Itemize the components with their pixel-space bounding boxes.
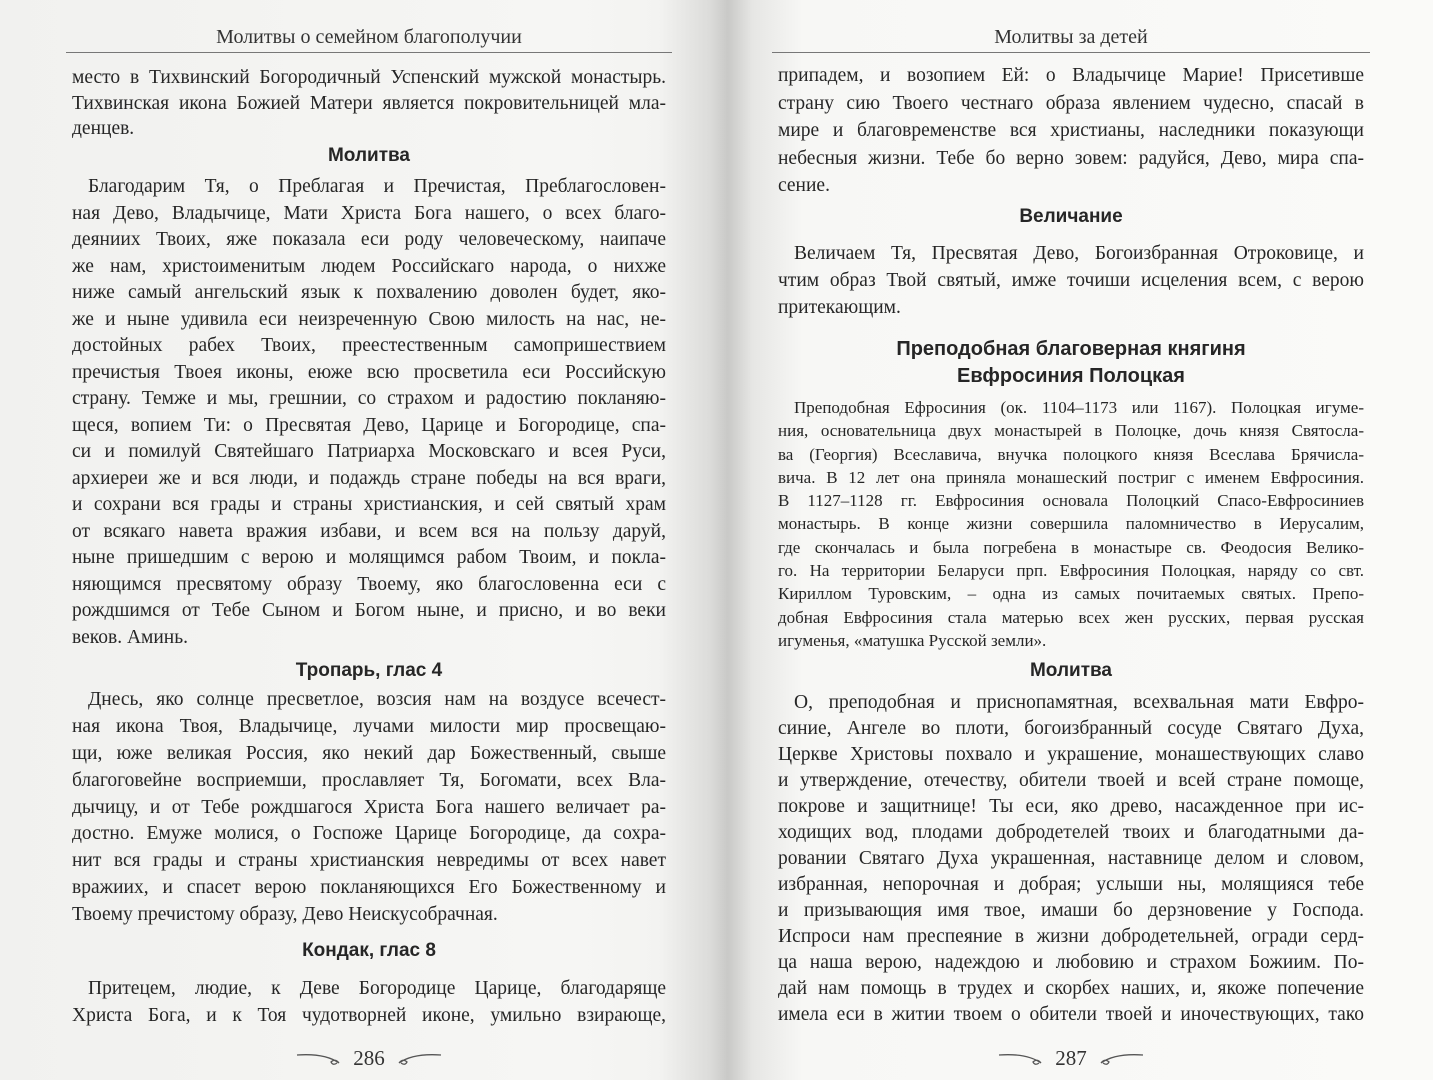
text-line: достойных рабех Твоих, преестественным самопришествием (72, 335, 666, 356)
text-line: деяниих Твоих, яже показала еси роду человеческому, наипаче (72, 229, 666, 250)
text-line: где скончалась и была погребена в монастыре св. Феодосия Велико- (778, 537, 1364, 557)
text-line: Христа Бога, и к Тоя чудотворней иконе, умильно взирающе, (72, 1005, 666, 1026)
text-line: от всякаго навета вражия избави, и всем вся на пользу даруй, (72, 520, 666, 542)
text-line: и сохрани вся грады и страны христианския, и сей святый храм (72, 494, 666, 515)
text-line: имела еси в житии твоем о обители твоей и иночествующих, тако (778, 1004, 1364, 1025)
text-line: Твоему пречистому образу, Дево Неискусобрачная. (72, 904, 498, 926)
text-line: покрове и защитнице! Ты еси, яко древо, насажденное при ис- (778, 796, 1364, 817)
text-line: Испроси нам преспеяние в жизни добродетельней, огради серд- (778, 926, 1364, 947)
kontakion-paragraph (72, 975, 666, 1029)
ornament-icon (391, 1049, 443, 1069)
ornament-icon (997, 1049, 1049, 1069)
text-line: денцев. (72, 118, 135, 139)
text-line: благоговейне восприемши, прославляет Тя, Богомати, всех Вла- (72, 769, 666, 791)
text-line: ходищих вод, плодами добродетелей твоих и благодатными да- (778, 822, 1364, 843)
text-line: ная Дево, Владычице, Мати Христа Бога нашего, о всех благо- (72, 202, 666, 224)
text-line: добная Евфросиния стала матерью всех жен русских, первая русская (778, 607, 1364, 627)
text-line: дычицу, и от Тебе рождшагося Христа Бога нашего величает ра- (72, 796, 666, 818)
text-line: нит вся грады и страны христианския невредимы от всех навет (72, 850, 666, 872)
section-heading: Молитва (327, 145, 410, 166)
text-line: избранная, непорочная и добрая; услыши ны, молящияся тебе (778, 874, 1364, 895)
text-line: Благодарим Тя, о Преблагая и Пречистая, Преблагословен- (88, 176, 666, 197)
text-line: О, преподобная и приснопамятная, всехвальная мати Евфро- (794, 692, 1364, 713)
text-line: чтим образ Твой святый, имже точиши исцеления всем, с верою (778, 270, 1364, 291)
text-line: ния, основательница двух монастырей в Полоцке, дочь князя Святосла- (778, 421, 1364, 441)
page-number (72, 1046, 666, 1071)
section-heading: Тропарь, глас 4 (295, 660, 443, 681)
text-line: щи, юже великая Россия, яко некий дар Божественный, свыше (72, 742, 666, 764)
text-line: ная икона Твоя, Владычице, лучами милости мир просвещаю- (72, 715, 666, 737)
right-page (778, 0, 1364, 1080)
text-line: В 1127–1128 гг. Евфросиния основала Полоцкий Спасо-Евфросиниев (778, 491, 1364, 511)
saint-title: Евфросиния Полоцкая (957, 365, 1185, 387)
left-page (72, 0, 666, 1080)
text-line: ца наша верою, надеждою и любовию и страхом Божиим. По- (778, 952, 1364, 973)
text-line: страну. Темже и мы, грешнии, со страхом и радостию покланяю- (72, 388, 666, 409)
intro-paragraph (72, 65, 666, 142)
header-rule (66, 52, 672, 53)
text-line: достно. Емуже молися, о Госпоже Царице Богородице, да сохра- (72, 823, 666, 845)
magnification-paragraph (778, 240, 1364, 321)
text-line: ныне пришедшим с верою и молящимся рабом Твоим, и покла- (72, 547, 666, 568)
text-line: пречистыя Твоея иконы, еюже всю просветила еси Российскую (72, 361, 666, 383)
text-line: няющимся пресвятому образу Твоему, яко благословенна еси с (72, 573, 666, 595)
text-line: Преподобная Ефросиния (ок. 1104–1173 или 1167). Полоцкая игуме- (794, 398, 1364, 417)
text-line: го. На территории Беларуси прп. Евфросиния Полоцкая, наряду со свт. (778, 561, 1364, 581)
text-line: монастырь. В конце жизни совершила паломничество в Иерусалим, (778, 514, 1364, 534)
text-line: веков. Аминь. (72, 626, 189, 648)
section-heading: Величание (1019, 206, 1123, 227)
text-line: Притецем, людие, к Деве Богородице Царице, благодаряще (88, 978, 666, 999)
text-line: игуменья, «матушка Русской земли». (778, 630, 1047, 650)
text-line: вича. В 12 лет она приняла монашеский постриг с именем Евфросиния. (778, 467, 1364, 487)
text-line: Величаем Тя, Пресвятая Дево, Богоизбранная Отроковице, и (794, 243, 1364, 264)
text-line: Тихвинская икона Божией Матери является покровительницей мла- (72, 92, 666, 114)
prayer-paragraph (778, 690, 1364, 1028)
text-line: ровании Святаго Духа украшенная, наставнице делом и словом, (778, 848, 1364, 869)
ornament-icon (1093, 1049, 1145, 1069)
header-rule (772, 52, 1370, 53)
page-number (778, 1046, 1364, 1071)
text-line: и призывающия имя твое, имаши бо дерзновение у Господа. (778, 900, 1364, 921)
prayer-paragraph (72, 174, 666, 651)
text-line: небесныя жизни. Тебе бо верно зовем: радуйся, Дево, мира спа- (778, 147, 1364, 169)
page-number-text: 287 (1055, 1046, 1087, 1070)
text-line: щеся, вопием Ти: о Пресвятая Дево, Царице и Богородице, спа- (72, 414, 666, 436)
text-line: синие, Ангеле во плоти, богоизбранный сосуде Святаго Духа, (778, 718, 1364, 739)
continued-paragraph (778, 62, 1364, 200)
section-heading: Молитва (1029, 660, 1112, 681)
text-line: сение. (778, 175, 830, 196)
text-line: ниже самый ангельский язык к похвалению доволен будет, яко- (72, 282, 666, 303)
text-line: си и помилуй Святейшаго Патриарха Московскаго и всея Руси, (72, 441, 666, 462)
running-head: Молитвы за детей (994, 26, 1148, 48)
ornament-icon (295, 1049, 347, 1069)
text-line: рождшимся от Тебе Сыном и Богом ныне, и присно, и во веки (72, 600, 666, 621)
text-line: страну сию Твоего честнаго образа явлением чудесно, спасай в (778, 92, 1364, 114)
text-line: архиереи же и вся люди, и подаждь стране победы на вся враги, (72, 467, 666, 489)
text-line: место в Тихвинский Богородичный Успенский мужской монастырь. (72, 67, 666, 88)
text-line: Церкве Христовы похвало и украшение, монашествующих славо (778, 744, 1364, 765)
text-line: Днесь, яко солнце пресветлое, возсия нам на воздусе всечест- (88, 689, 666, 710)
section-heading: Кондак, глас 8 (302, 940, 436, 961)
text-line: же и ныне удивила еси неизреченную Свою милость на нас, не- (72, 308, 666, 330)
text-line: ва (Георгия) Всеславича, внучка полоцкого князя Всеслава Брячисла- (778, 444, 1364, 464)
text-line: притекающим. (778, 297, 901, 318)
page-number-text: 286 (353, 1046, 385, 1070)
text-line: и утверждение, отечеству, обители твоей и всей стране помоще, (778, 770, 1364, 791)
saint-title: Преподобная благоверная княгиня (896, 338, 1246, 360)
troparion-paragraph (72, 687, 666, 929)
text-line: Кириллом Туровским, – одна из самых почитаемых святых. Препо- (778, 584, 1364, 604)
biography-paragraph (778, 396, 1364, 652)
text-line: же нам, христоименитым людем Российскаго народа, о нихже (72, 255, 666, 277)
running-head: Молитвы о семейном благополучии (216, 26, 522, 48)
text-line: припадем, и возопием Ей: о Владычице Марие! Присетивше (778, 65, 1364, 86)
text-line: дай нам помощь в трудех и скорбех наших, и, якоже попечение (778, 978, 1364, 999)
text-line: мире и благовременстве вся христианы, наследники показующи (778, 120, 1364, 141)
text-line: вражиих, и спасет верою покланяющихся Его Божественному и (72, 877, 666, 899)
